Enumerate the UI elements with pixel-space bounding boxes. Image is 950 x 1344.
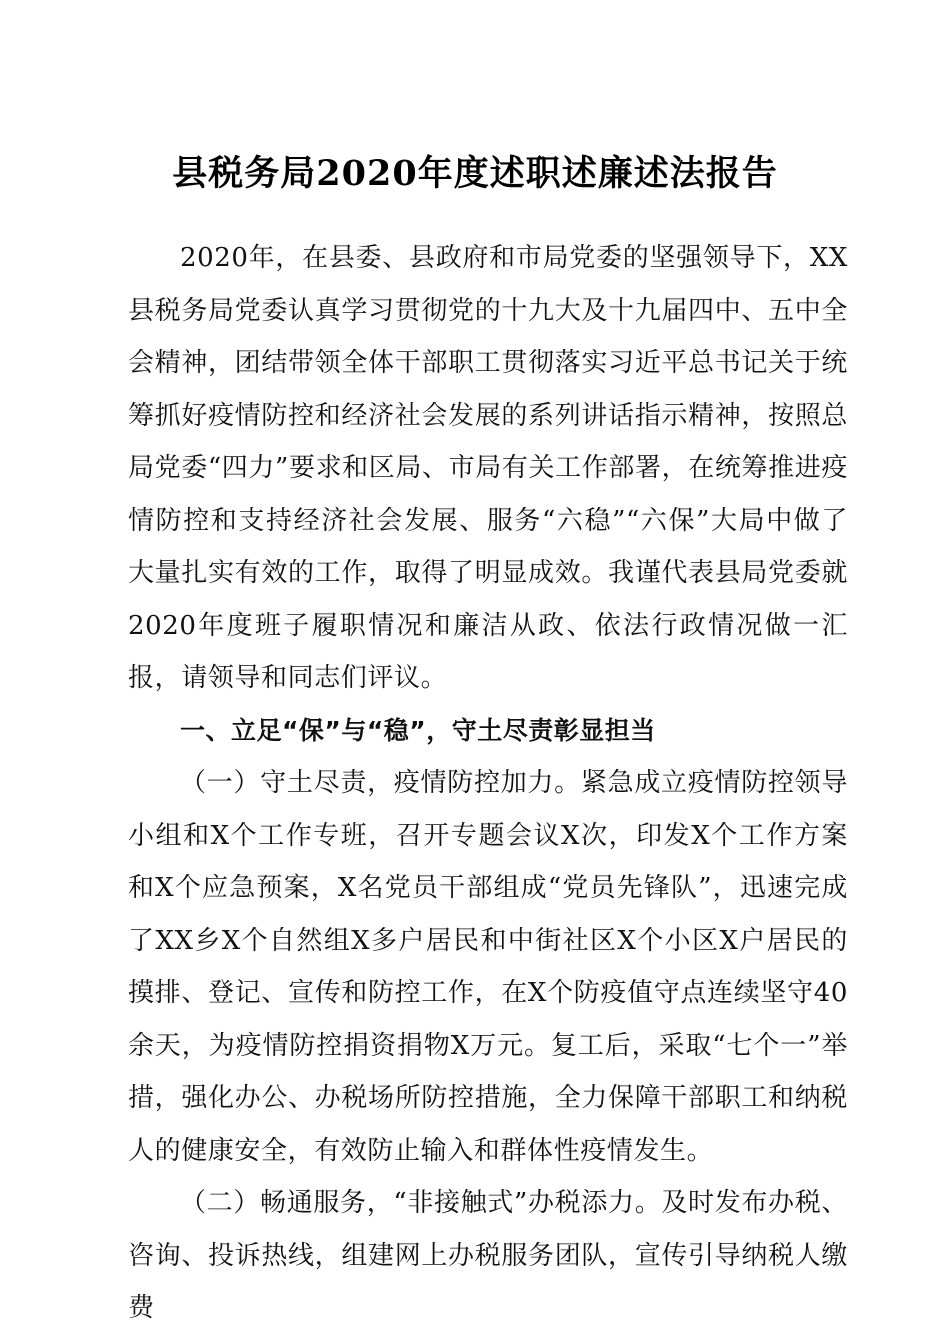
section-heading: 一、立足“保”与“稳”，守土尽责彰显担当 — [180, 715, 656, 745]
subsection-paragraph-2: （二）畅通服务，“非接触式”办税添力。及时发布办税、咨询、投诉热线，组建网上办税服务团队，宣传引导纳税人缴费 — [128, 1188, 848, 1323]
document-title: 县税务局2020年度述职述廉述法报告 — [172, 153, 778, 195]
document-body — [128, 232, 848, 1335]
intro-paragraph: 2020年，在县委、县政府和市局党委的坚强领导下，XX县税务局党委认真学习贯彻党的十九大及十九届四中、五中全会精神，团结带领全体干部职工贯彻落实习近平总书记关于统筹抓好疫情防控和经济社会发展的系列讲话指示精神，按照总局党委“四力”要求和区局、市局有关工作部署，在统筹推进疫情防控和支持经济社会发展、服务“六稳”“六保”大局中做了大量扎实有效的工作，取得了明显成效。我谨代表县局党委就2020年度班子履职情况和廉洁从政、依法行政情况做一汇报，请领导和同志们评议。 — [128, 243, 848, 693]
subsection-paragraph-1: （一）守土尽责，疫情防控加力。紧急成立疫情防控领导小组和X个工作专班，召开专题会议X次，印发X个工作方案和X个应急预案，X名党员干部组成“党员先锋队”，迅速完成了XX乡X个自然组X多户居民和中街社区X个小区X户居民的摸排、登记、宣传和防控工作，在X个防疫值守点连续坚守40余天，为疫情防控捐资捐物X万元。复工后，采取“七个一”举措，强化办公、办税场所防控措施，全力保障干部职工和纳税人的健康安全，有效防止输入和群体性疫情发生。 — [128, 768, 848, 1166]
